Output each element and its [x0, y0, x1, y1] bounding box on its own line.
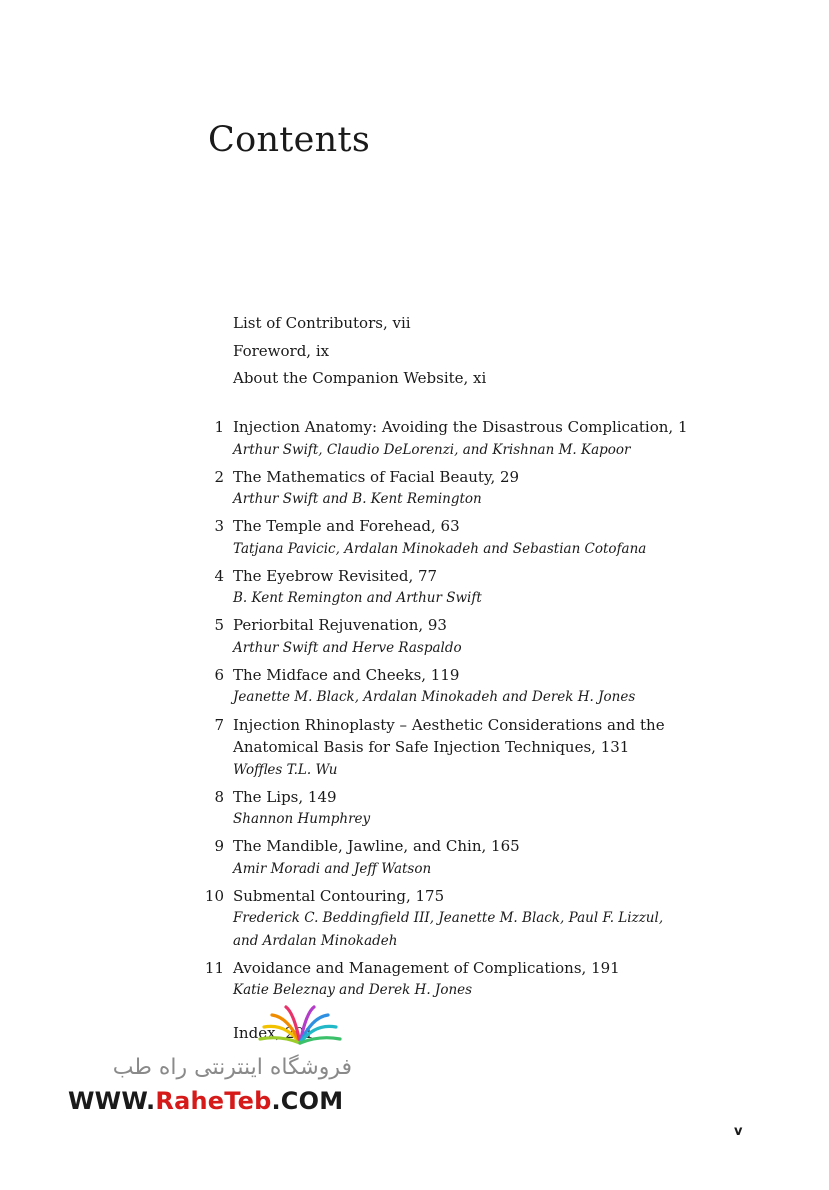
chapter-entry	[190, 466, 750, 511]
chapter-title: The Midface and Cheeks, 119	[233, 665, 460, 684]
front-matter-list	[233, 314, 486, 397]
chapter-entry	[190, 714, 750, 782]
watermark-url-brand: RaheTeb	[155, 1087, 272, 1115]
chapter-entry	[190, 515, 750, 560]
chapter-number: 10	[204, 886, 224, 905]
page-number: v	[734, 1124, 743, 1139]
chapter-entry	[190, 416, 750, 461]
front-matter-item: Foreword, ix	[233, 341, 330, 360]
chapter-number: 11	[204, 958, 224, 977]
chapter-number: 8	[214, 787, 224, 806]
chapter-authors: Arthur Swift and B. Kent Remington	[233, 491, 482, 508]
chapter-authors: Amir Moradi and Jeff Watson	[233, 860, 432, 877]
chapter-list	[190, 416, 750, 1007]
watermark-url	[68, 1087, 343, 1115]
chapter-number: 3	[214, 517, 224, 536]
chapter-number: 1	[214, 418, 224, 436]
book-logo-icon	[250, 1005, 350, 1049]
chapter-number: 4	[214, 566, 224, 585]
chapter-title: The Mandible, Jawline, and Chin, 165	[233, 837, 520, 856]
watermark	[62, 1005, 352, 1120]
chapter-entry	[190, 614, 750, 659]
chapter-authors: Jeanette M. Black, Ardalan Minokadeh and Derek H. Jones	[233, 689, 636, 706]
chapter-entry	[190, 885, 750, 953]
front-matter-item: List of Contributors, vii	[233, 314, 411, 332]
index-entry: Index, 201	[233, 1024, 314, 1042]
chapter-title: The Lips, 149	[233, 787, 337, 806]
chapter-title: The Eyebrow Revisited, 77	[233, 566, 438, 585]
watermark-store-name: فروشگاه اینترنتی راه طب	[112, 1055, 352, 1080]
chapter-title: Avoidance and Management of Complications, 191	[233, 958, 620, 977]
chapter-number: 5	[214, 616, 224, 635]
chapter-number: 9	[214, 837, 224, 856]
chapter-title: Periorbital Rejuvenation, 93	[233, 616, 447, 635]
chapter-authors: B. Kent Remington and Arthur Swift	[233, 590, 482, 607]
front-matter-item: About the Companion Website, xi	[233, 369, 487, 387]
chapter-entry	[190, 835, 750, 880]
chapter-entry	[190, 565, 750, 610]
chapter-title: The Temple and Forehead, 63	[233, 517, 460, 536]
chapter-number: 6	[214, 665, 224, 684]
chapter-title: Injection Rhinoplasty – Aesthetic Considerations and the Anatomical Basis for Safe Injection Techniques, 131	[233, 715, 665, 757]
watermark-url-prefix: WWW.	[68, 1087, 156, 1115]
chapter-number: 2	[214, 467, 224, 486]
chapter-authors: Arthur Swift, Claudio DeLorenzi, and Krishnan M. Kapoor	[233, 441, 631, 458]
chapter-title: The Mathematics of Facial Beauty, 29	[233, 467, 520, 486]
chapter-authors: Tatjana Pavicic, Ardalan Minokadeh and Sebastian Cotofana	[233, 540, 647, 557]
chapter-entry	[190, 786, 750, 831]
chapter-number: 7	[214, 715, 224, 734]
chapter-title: Submental Contouring, 175	[233, 886, 445, 905]
chapter-authors: Woffles T.L. Wu	[233, 761, 338, 778]
chapter-entry	[190, 664, 750, 709]
chapter-authors: Frederick C. Beddingfield III, Jeanette M. Black, Paul F. Lizzul,	[233, 910, 664, 927]
watermark-url-suffix: .COM	[271, 1087, 344, 1115]
chapter-entry	[190, 957, 750, 1002]
page-title: Contents	[208, 120, 371, 160]
chapter-authors: Shannon Humphrey	[233, 811, 371, 828]
chapter-title: Injection Anatomy: Avoiding the Disastrous Complication, 1	[233, 418, 688, 436]
chapter-authors: and Ardalan Minokadeh	[233, 932, 398, 949]
chapter-authors: Arthur Swift and Herve Raspaldo	[233, 639, 462, 656]
chapter-authors: Katie Beleznay and Derek H. Jones	[233, 982, 473, 999]
